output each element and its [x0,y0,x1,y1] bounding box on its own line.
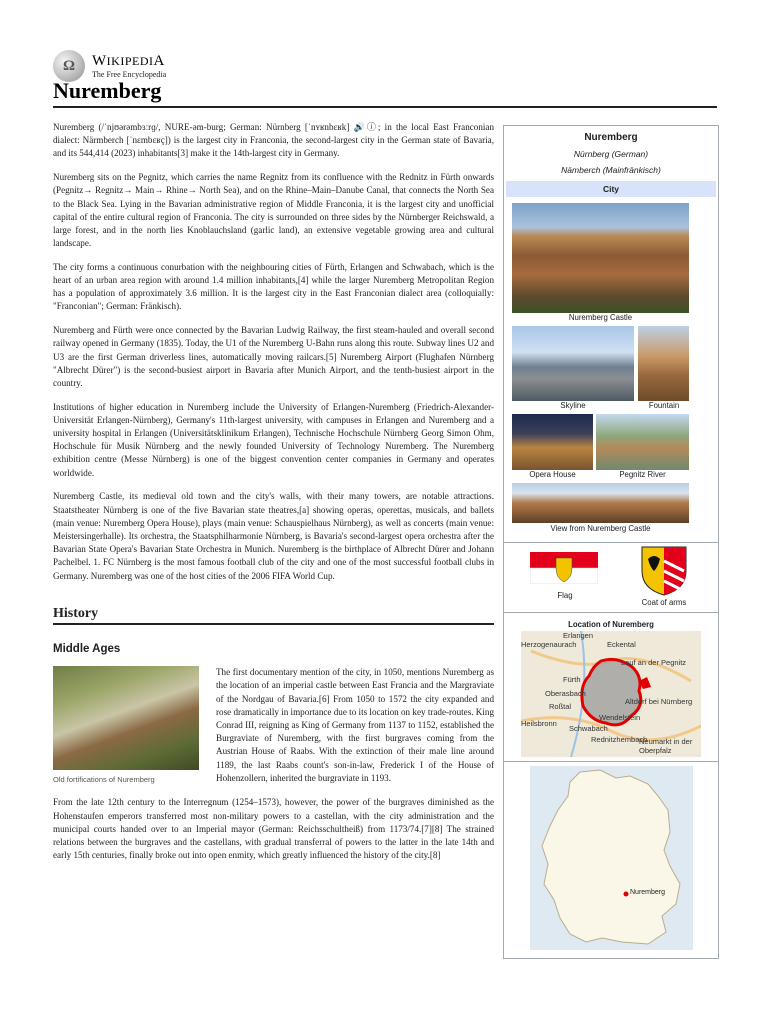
map-label: Eckental [607,640,636,649]
flag-caption: Flag [557,591,573,600]
map-label: Roßtal [549,702,572,711]
middle-ages-heading: Middle Ages [53,643,121,655]
infobox [503,125,719,959]
map-label: Erlangen [563,631,594,640]
infobox-title: Nuremberg [584,132,638,143]
infobox-dialect-name: Nämberch (Mainfränkisch) [561,165,661,175]
intro-paragraph-1: Nuremberg (/ˈnjʊərəmbɜːrɡ/, NURE-əm-burg; German: Nürnberg [ˈnʏʁnbɛʁk] 🔊ⓘ; in the local East Franconian dialect: Närmberch [ˈnɛmbɛʁç]) is the largest city in Franconia, the second-largest city in the German state of Bavaria, and its 544,414 (2023) inhabitants[3] make it the 14th-largest city in Germany. [53,122,494,159]
infobox-type-band: City [506,181,716,197]
infobox-divider-1 [504,542,718,543]
article-body [53,121,494,873]
coat-of-arms-caption: Coat of arms [641,598,687,607]
opera-house-caption: Opera House [529,470,576,479]
history-heading-text: History [53,605,99,621]
map-label: Rednitzhembach [591,735,648,744]
map-label: Altdorf bei Nürnberg [625,697,693,706]
skyline-caption: Skyline [560,401,586,410]
wordmark-final: A [153,52,165,69]
skyline-photo[interactable] [512,326,634,401]
map-label: Neumarkt in der Oberpfalz [639,737,693,755]
intro-paragraph-3: The city forms a continuous conurbation with the neighbouring cities of Fürth, Erlangen and Schwabach, which is the heart of an urban area region with around 1.4 million inhabitants,[4] while the larger Nuremberg Metropolitan Region has a population of approximately 3.6 million. It is the largest city in the East Franconian dialect area (colloquially: "Franconian"; German: Fränkisch). [53,261,494,312]
pegnitz-river-photo[interactable] [596,414,689,470]
wordmark-middle: IKIPEDI [106,53,154,68]
germany-locator-map[interactable] [530,766,693,950]
intro-paragraph-6: Nuremberg Castle, its medieval old town and the city's walls, with their many towers, are notable attractions. Staatstheater Nürnberg is one of the five Bavarian state theatres,[a] showing operas, operettas, musicals, and ballets (main venue: Nuremberg Opera House), plays (main venue: Schauspielhaus Nürnberg), as well as concerts (main venue: Meistersingerhalle). Its orchestra, the Staatsphilharmonie Nürnberg, is Bavaria's second-largest opera orchestra after the Bavarian State Opera's Bavarian State Orchestra in Munich. Nuremberg is the birthplace of Albrecht Dürer and Johann Pachelbel. 1. FC Nürnberg is the most famous football club of the city and one of the most successful football clubs in Germany. Nuremberg was one of the host cities of the 2006 FIFA World Cup. [53,491,494,581]
location-map[interactable] [521,631,701,757]
page-title: Nuremberg [53,78,162,103]
fortifications-caption: Old fortifications of Nuremberg [53,775,155,785]
map-label: Heilsbronn [521,719,557,728]
map-label: Herzogenaurach [521,640,577,649]
map-label: Wendelstein [599,713,641,722]
castle-caption: Nuremberg Castle [568,313,633,322]
opera-house-photo[interactable] [512,414,593,470]
germany-map-svg [530,766,693,950]
castle-photo[interactable] [512,203,689,313]
fortifications-figure [53,666,203,786]
fortifications-photo[interactable] [53,666,199,770]
intro-paragraph-2: Nuremberg sits on the Pegnitz, which carries the name Regnitz from its confluence with the Rednitz in Fürth onwards (Pegnitz→ Regnitz→ Main→ Rhine→ North Sea), and on the Rhine–Main–Danube Canal, that connects the North Sea to the Black Sea. Lying in the Bavarian administrative region of Middle Franconia, it is the largest city and unofficial capital of the entire cultural region of Franconia. The city is surrounded on three sides by the Nürnberger Reichswald, a large forest, and in the north lies Knoblauchsland (garlic land), an extensive vegetable growing area and cultural landscape. [53,172,494,249]
nuremberg-marker-icon [624,892,629,897]
infobox-divider-3 [504,761,718,762]
intro-paragraph-5: Institutions of higher education in Nuremberg include the University of Erlangen-Nuremberg (Friedrich-Alexander-Universität Erlangen-Nürnberg), Germany's 11th-largest university, with campuses in Erlangen and Nuremberg and a university hospital in Erlangen (Universitätsklinikum Erlangen), Technische Hochschule Nürnberg Georg Simon Ohm, Hochschule für Musik Nürnberg and the newly founded University of Technology Nuremberg. The Nuremberg exhibition centre (Messe Nürnberg) is one of the biggest convention center companies in Germany and operates worldwide. [53,401,494,478]
intro-paragraph-4: Nuremberg and Fürth were once connected by the Bavarian Ludwig Railway, the first steam-hauled and overall second railway opened in Germany (1835). Today, the U1 of the Nuremberg U-Bahn runs along this route. Subway lines U2 and U3 are the first German driverless lines, automatically moving railcars.[5] Nuremberg Airport (Flughafen Nürnberg "Albrecht Dürer") is the second-busiest airport in Bavaria after Munich Airport, and the tenth-busiest airport in the country. [53,325,494,388]
fountain-photo[interactable] [638,326,689,401]
map-label: Lauf an der Pegnitz [621,658,687,667]
wikipedia-wordmark [92,54,166,69]
map-label: Fürth [563,675,581,684]
view-from-castle-caption: View from Nuremberg Castle [550,524,651,533]
view-from-castle-photo[interactable] [512,483,689,523]
history-heading [53,607,494,625]
germany-map-marker-label: Nuremberg [630,889,666,896]
map-label: Schwabach [569,724,608,733]
coat-of-arms[interactable] [640,545,688,597]
globe-glyph: Ω [62,57,75,74]
location-map-title: Location of Nuremberg [568,620,654,629]
infobox-divider-2 [504,612,718,613]
map-label: Oberasbach [545,689,586,698]
history-paragraph-2: From the late 12th century to the Interregnum (1254–1573), however, the power of the burgraves diminished as the Hohenstaufen emperors transferred most non-military powers to a castellan, with the city administration and the municipal courts handed over to an Imperial mayor (German: Reichsschultheiß) from 1173/74.[7][8] The strained relations between the burgraves and the castellans, with gradual transferral of powers to the latter in the late 14th and early 15th centuries, finally broke out into open enmity, which greatly influenced the history of the city.[8] [53,797,494,861]
fountain-caption: Fountain [648,401,680,410]
nuremberg-flag[interactable] [530,552,598,584]
history-paragraph-1: The first documentary mention of the city, in 1050, mentions Nuremberg as the location of an imperial castle between East Francia and the Margraviate of the Nordgau of Bavaria.[6] From 1050 to 1572 the city expanded and rose dramatically in importance due to its location on key trade-routes. King Conrad III, reigning as King of Germany from 1137 to 1152, established the Burgraviate of Nuremberg, with the first burgraves coming from the Austrian House of Raabs. With the extinction of their male line around 1189, the last Raabs count's son-in-law, Frederick I of the House of Hohenzollern, inherited the burgraviate in 1193. [216,667,494,783]
wordmark-initial: W [92,52,107,69]
wikipedia-tagline: The Free Encyclopedia [92,69,167,79]
infobox-native-name: Nürnberg (German) [573,149,649,159]
title-divider [53,106,717,108]
pegnitz-river-caption: Pegnitz River [619,470,666,479]
